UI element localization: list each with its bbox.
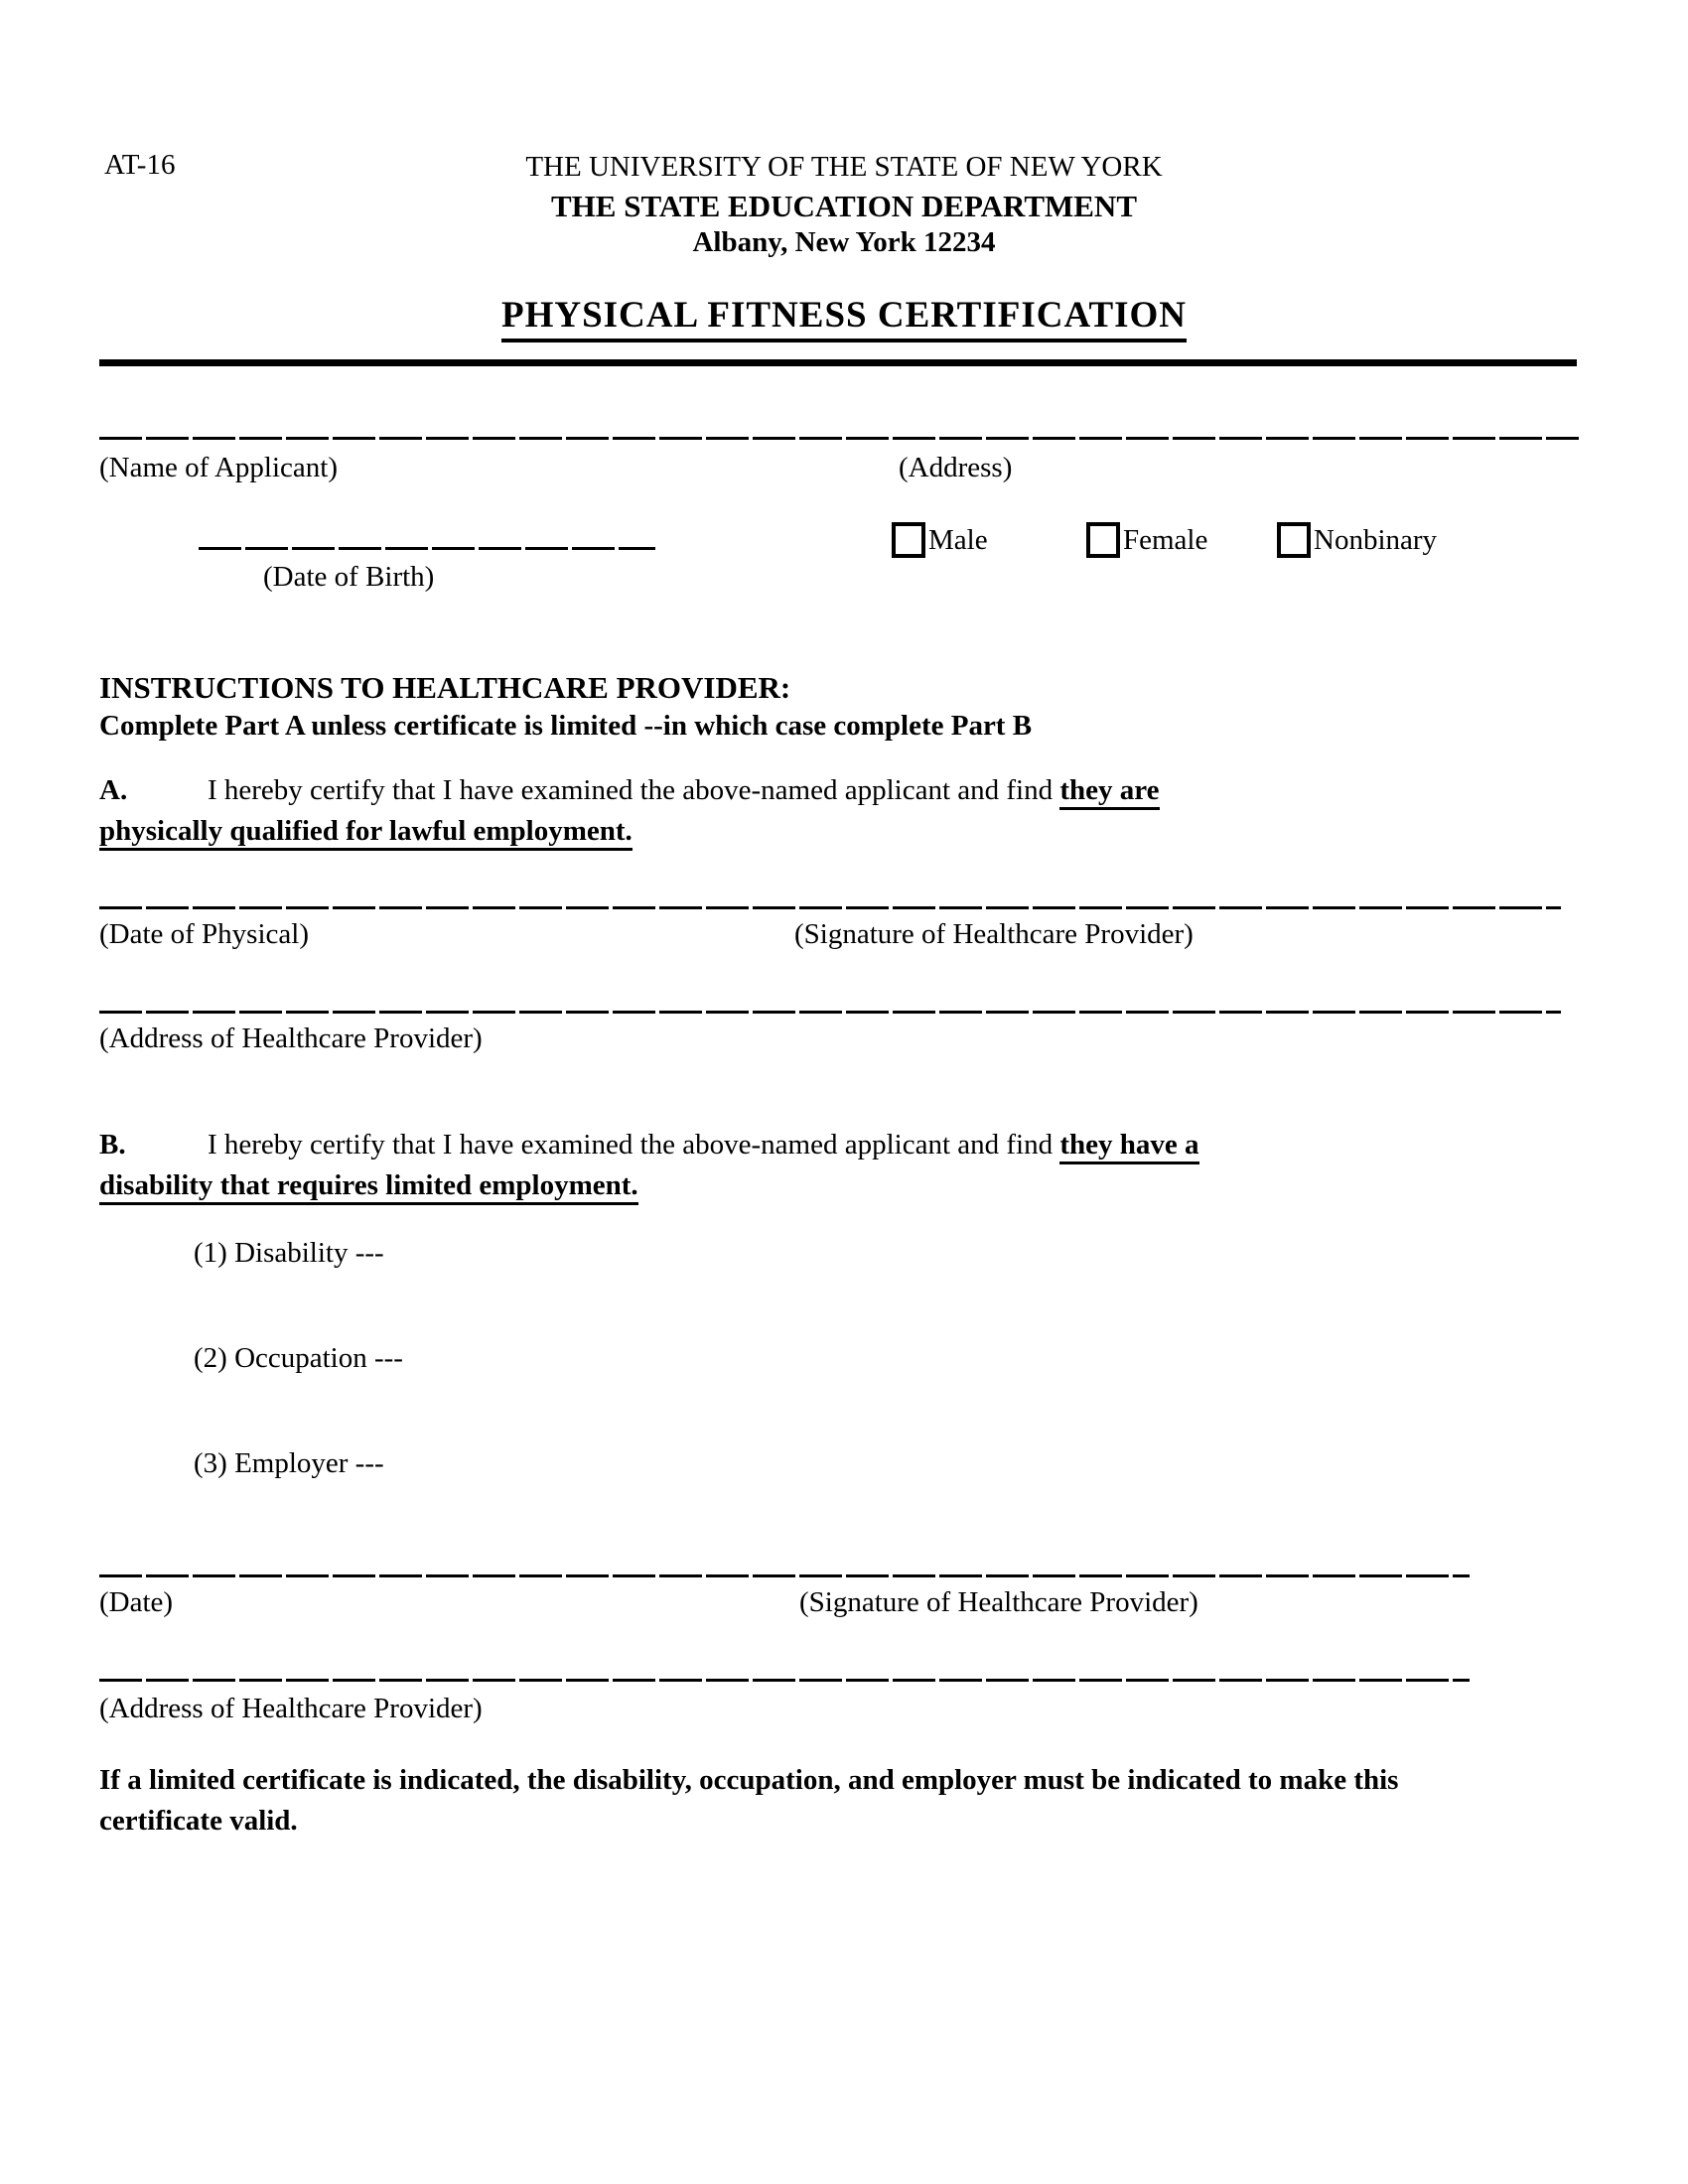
part-b-line-2 (99, 1165, 1509, 1206)
limited-certificate-note-line-2: certificate valid. (99, 1805, 298, 1837)
header-divider-rule (99, 359, 1577, 366)
date-of-birth-line[interactable] (199, 547, 655, 550)
part-a-provider-address-label: (Address of Healthcare Provider) (99, 1023, 483, 1054)
nonbinary-checkbox-label: Nonbinary (1314, 523, 1438, 556)
part-b-text: I hereby certify that I have examined the above-named applicant and find (208, 1129, 1060, 1160)
sex-option-nonbinary (1277, 522, 1437, 558)
address-label: (Address) (899, 452, 1013, 483)
employer-item: (3) Employer --- (194, 1447, 384, 1479)
part-b-emphasis-2: disability that requires limited employment. (99, 1169, 638, 1205)
limited-certificate-note-line-1: If a limited certificate is indicated, the disability, occupation, and employer must be indicated to make this (99, 1764, 1399, 1796)
sex-option-female (1086, 522, 1207, 558)
part-a-signature-label: (Signature of Healthcare Provider) (794, 918, 1194, 950)
date-of-birth-label: (Date of Birth) (263, 561, 435, 593)
org-name-line-1: THE UNIVERSITY OF THE STATE OF NEW YORK (525, 151, 1163, 183)
female-checkbox[interactable] (1086, 522, 1120, 558)
part-b-date-signature-line[interactable] (99, 1574, 1470, 1577)
date-of-physical-label: (Date of Physical) (99, 918, 309, 950)
org-address-line: Albany, New York 12234 (692, 226, 996, 258)
date-of-physical-signature-line[interactable] (99, 906, 1561, 909)
disability-item: (1) Disability --- (194, 1237, 384, 1269)
occupation-item: (2) Occupation --- (194, 1342, 403, 1374)
male-checkbox[interactable] (892, 522, 925, 558)
form-title-row (0, 294, 1688, 342)
part-a-emphasis-1: they are (1059, 774, 1159, 810)
part-b-signature-label: (Signature of Healthcare Provider) (799, 1586, 1198, 1618)
name-of-applicant-label: (Name of Applicant) (99, 452, 338, 483)
part-b-line-1 (99, 1125, 1509, 1165)
instructions-heading: INSTRUCTIONS TO HEALTHCARE PROVIDER: (99, 670, 791, 705)
part-a-line-1 (99, 770, 1509, 811)
part-b-paragraph (99, 1125, 1509, 1206)
limited-certificate-note (99, 1760, 1589, 1842)
sex-option-male (892, 522, 988, 558)
nonbinary-checkbox[interactable] (1277, 522, 1311, 558)
part-a-provider-address-line[interactable] (99, 1011, 1561, 1014)
part-b-provider-address-label: (Address of Healthcare Provider) (99, 1693, 483, 1724)
part-a-emphasis-2: physically qualified for lawful employment. (99, 815, 633, 851)
part-b-provider-address-line[interactable] (99, 1679, 1470, 1682)
part-a-text: I hereby certify that I have examined the above-named applicant and find (208, 774, 1060, 806)
part-a-label: A. (99, 774, 128, 806)
instructions-subheading: Complete Part A unless certificate is limited --in which case complete Part B (99, 710, 1033, 742)
part-b-emphasis-1: they have a (1059, 1129, 1198, 1164)
part-b-date-label: (Date) (99, 1586, 174, 1618)
male-checkbox-label: Male (928, 523, 988, 556)
form-title: PHYSICAL FITNESS CERTIFICATION (501, 294, 1187, 342)
part-a-line-2 (99, 811, 1509, 852)
female-checkbox-label: Female (1123, 523, 1208, 556)
form-number: AT-16 (104, 149, 176, 181)
part-b-label: B. (99, 1129, 126, 1160)
org-name-line-2: THE STATE EDUCATION DEPARTMENT (551, 189, 1137, 223)
part-a-paragraph (99, 770, 1509, 852)
part-b-items (194, 1233, 403, 1549)
applicant-name-address-line[interactable] (99, 437, 1579, 440)
